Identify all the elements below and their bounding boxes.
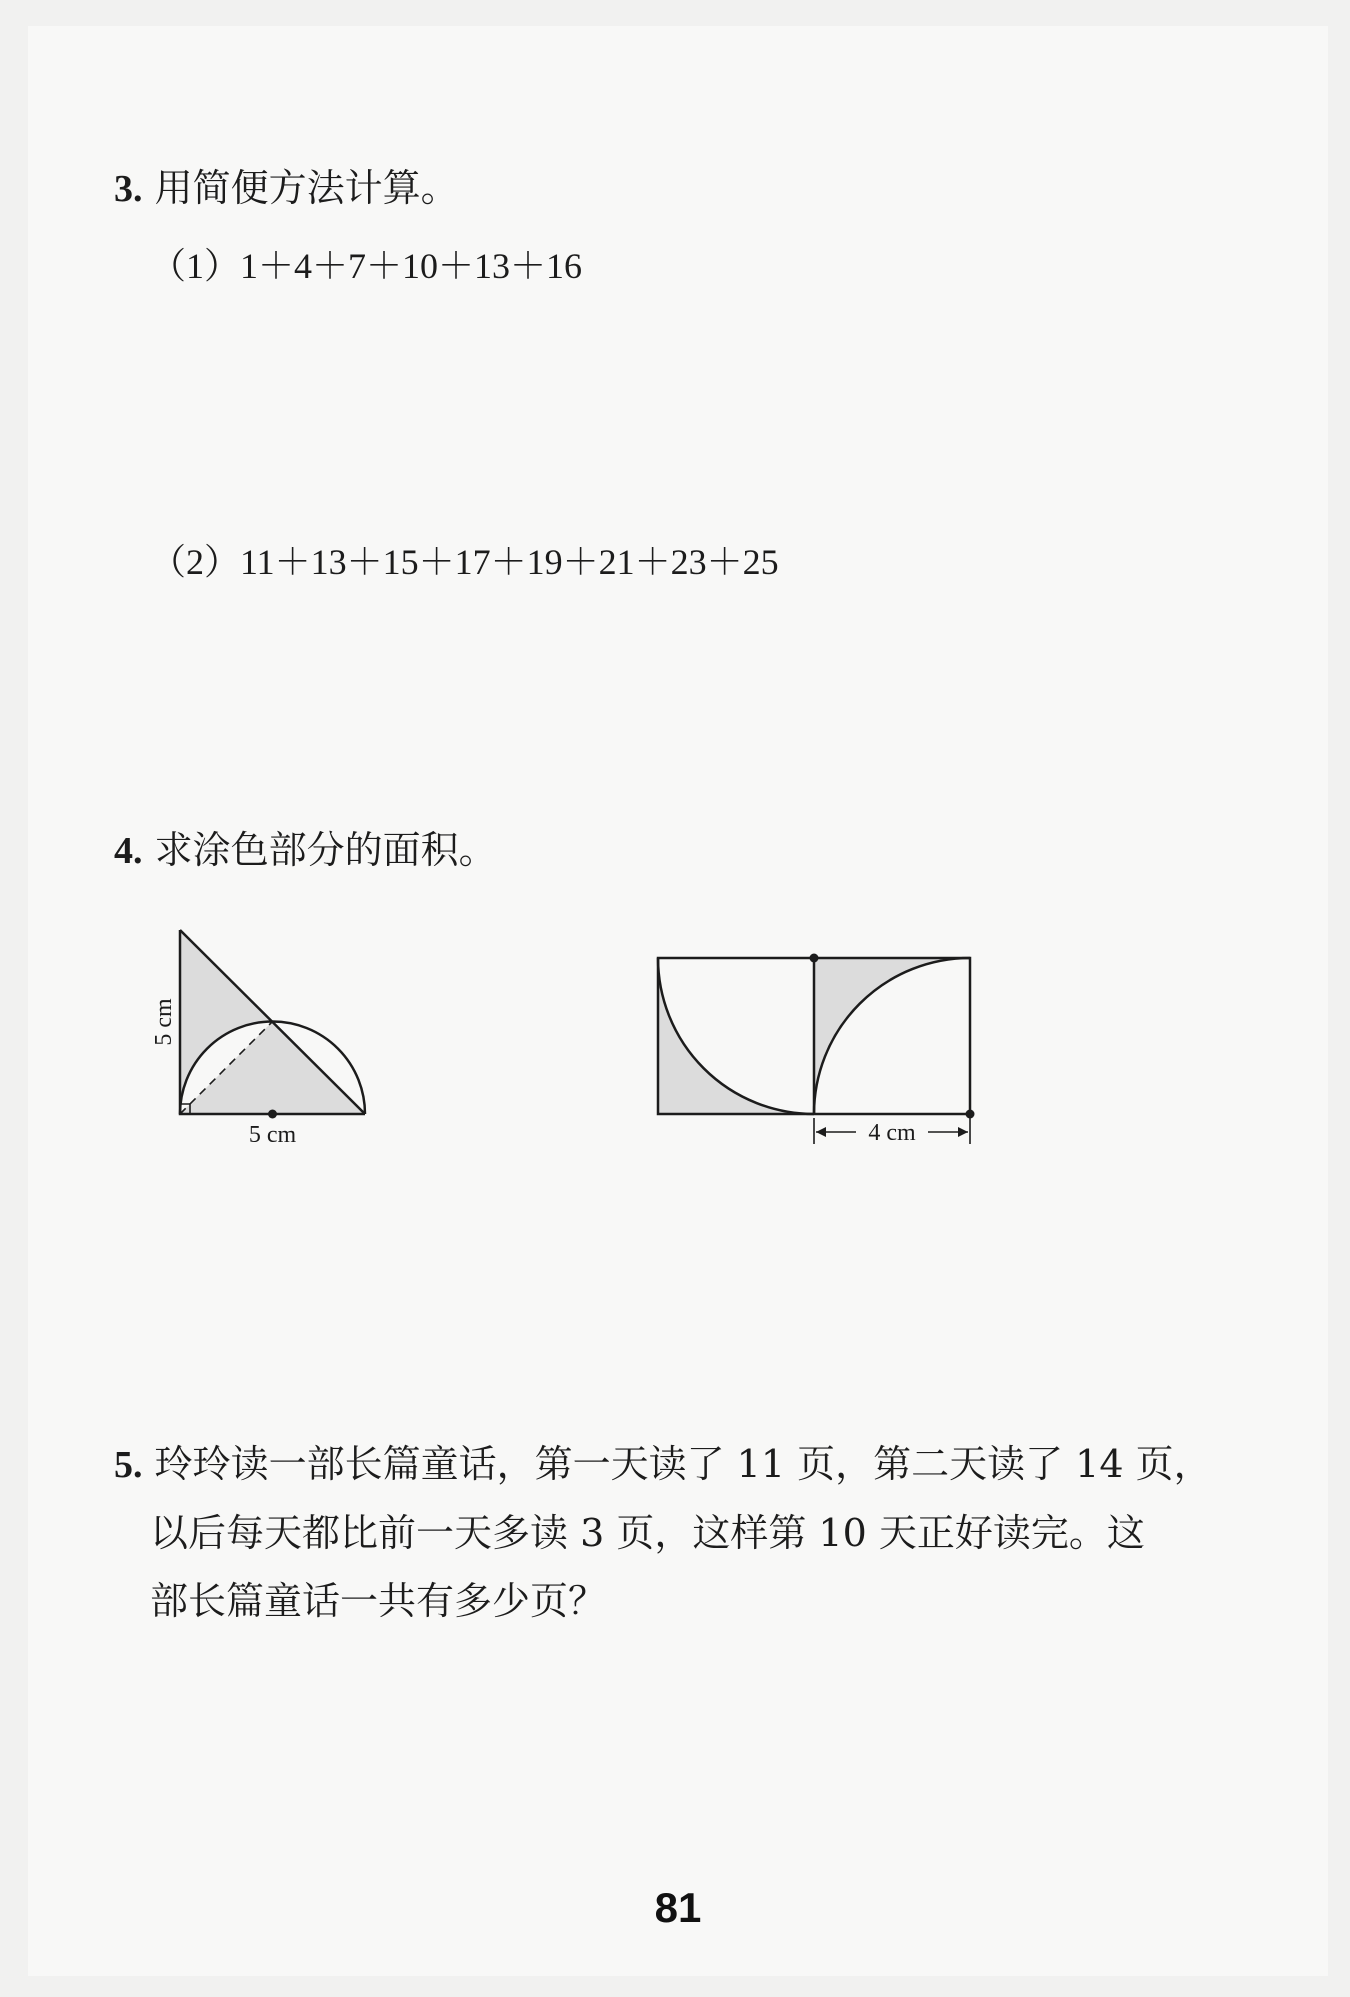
page-number: 81 bbox=[654, 1884, 702, 1931]
base-length-label: 5 cm bbox=[248, 1122, 297, 1148]
dimension-label: 4 cm bbox=[868, 1120, 916, 1146]
item-1-expression: 1＋4＋7＋10＋13＋16 bbox=[240, 246, 583, 286]
figure-two-squares-arcs bbox=[648, 948, 998, 1168]
question-4-text: 求涂色部分的面积。 bbox=[154, 828, 497, 872]
question-3-title bbox=[114, 166, 459, 211]
question-5-line-1-text: 玲玲读一部长篇童话，第一天读了 11 页，第二天读了 14 页， bbox=[154, 1442, 1212, 1486]
question-3-item-2 bbox=[150, 534, 779, 585]
question-5-line-3: 部长篇童话一共有多少页？ bbox=[150, 1579, 607, 1623]
question-5 bbox=[114, 1430, 1212, 1635]
workbook-page bbox=[28, 26, 1328, 1976]
question-5-number: 5. bbox=[114, 1444, 143, 1486]
question-3-number: 3. bbox=[114, 168, 143, 210]
item-1-label: （1） bbox=[150, 246, 241, 286]
question-4-title bbox=[114, 828, 497, 873]
item-2-label: （2） bbox=[150, 542, 241, 582]
question-5-line-2: 以后每天都比前一天多读 3 页，这样第 10 天正好读完。这 bbox=[150, 1511, 1145, 1555]
question-5-line-1 bbox=[114, 1430, 1212, 1499]
figure-triangle-semicircle bbox=[138, 918, 428, 1168]
item-2-expression: 11＋13＋15＋17＋19＋21＋23＋25 bbox=[240, 542, 779, 582]
question-3-item-1 bbox=[150, 238, 582, 289]
side-length-label: 5 cm bbox=[151, 998, 177, 1046]
question-4-number: 4. bbox=[114, 830, 143, 872]
question-3-text: 用简便方法计算。 bbox=[154, 166, 459, 210]
